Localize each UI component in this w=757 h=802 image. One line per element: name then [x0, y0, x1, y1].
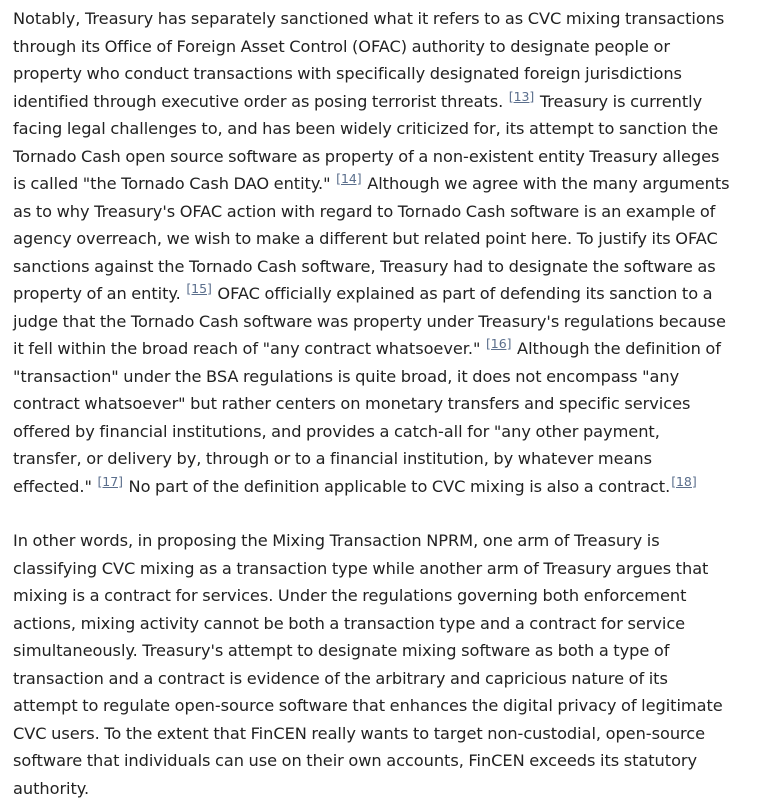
paragraph-ofac-sanctions [13, 5, 733, 500]
footnote-ref-16 [486, 336, 511, 351]
footnote-ref-18 [671, 474, 696, 489]
footnote-link-16[interactable]: [16] [485, 336, 512, 351]
footnote-ref-13 [509, 89, 534, 104]
text-segment: No part of the definition applicable to CVC mixing is also a contract. [123, 476, 671, 496]
footnote-link-13[interactable]: [13] [508, 88, 535, 104]
footnote-link-15[interactable]: [15] [186, 281, 212, 296]
footnote-link-18[interactable]: [18] [671, 473, 697, 489]
footnote-ref-15 [186, 281, 211, 296]
text-segment: Treasury is currently facing legal challenges to, and has been widely criticized for, its attempt to sanction the Tornado Cash open source software as property of a non-existent entity Treasury alleges is called "the Tornado Cash DAO entity." [13, 91, 720, 193]
paragraph-mixing-npr [13, 527, 733, 802]
text-segment: Although we agree with the many arguments as to why Treasury's OFAC action with regard to Tornado Cash software is an example of agency overreach, we wish to make a different but related point here. To justify its OFAC sanctions against the Tornado Cash software, Treasury had to designate the software as property of an entity. [13, 174, 730, 303]
footnote-link-14[interactable]: [14] [336, 171, 362, 186]
footnote-ref-17 [97, 474, 122, 489]
text-segment: OFAC officially explained as part of defending its sanction to a judge that the Tornado Cash software was property under Treasury's regulations because it fell within the broad reach of "any contract whatsoever." [13, 284, 726, 358]
footnote-link-17[interactable]: [17] [97, 473, 123, 489]
text-segment: Notably, Treasury has separately sanctioned what it refers to as CVC mixing transactions through its Office of Foreign Asset Control (OFAC) authority to designate people or property who conduct transactions with specifically designated foreign jurisdictions identified through executive order as posing terrorist threats. [13, 9, 725, 111]
text-segment: Although the definition of "transaction" under the BSA regulations is quite broad, it does not encompass "any contract whatsoever" but rather centers on monetary transfers and specific services offered by financial institutions, and provides a catch-all for "any other payment, transfer, or delivery by, through or to a financial institution, by whatever means effected." [13, 339, 721, 496]
text-segment: In other words, in proposing the Mixing Transaction NPRM, one arm of Treasury is classifying CVC mixing as a transaction type while another arm of Treasury argues that mixing is a contract for services. Under the regulations governing both enforcement actions, mixing activity cannot be both a transaction type and a contract for service simultaneously. Treasury's attempt to designate mixing software as both a type of transaction and a contract is evidence of the arbitrary and capricious nature of its attempt to regulate open-source software that enhances the digital privacy of legitimate CVC users. To the extent that FinCEN really wants to target non-custodial, open-source software that individuals can use on their own accounts, FinCEN exceeds its statutory authority. [13, 531, 723, 798]
footnote-ref-14 [336, 171, 361, 186]
